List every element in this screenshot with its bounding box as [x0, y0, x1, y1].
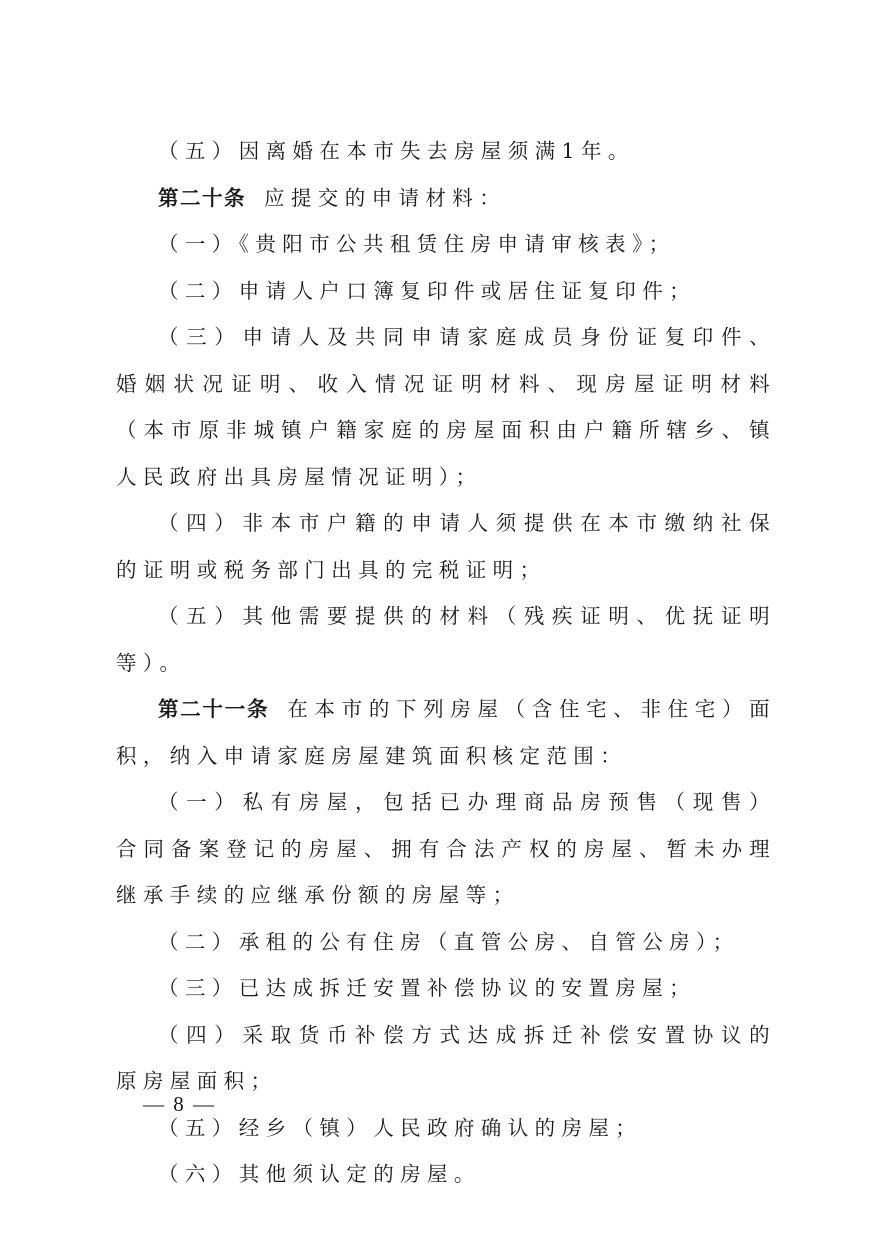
paragraph-text: （一）《贵阳市公共租赁住房申请审核表》；	[158, 232, 676, 256]
paragraph	[116, 500, 776, 593]
paragraph	[116, 268, 776, 315]
paragraph-text: （五）其他需要提供的材料（残疾证明、优抚证明等）。	[116, 604, 776, 675]
paragraph	[116, 919, 776, 966]
paragraph	[116, 779, 776, 919]
paragraph-text: （四）采取货币补偿方式达成拆迁补偿安置协议的原房屋面积；	[116, 1022, 776, 1093]
paragraph-text: （五）经乡（镇）人民政府确认的房屋；	[158, 1115, 643, 1140]
article-title: 第二十条	[158, 185, 246, 210]
paragraph	[116, 221, 776, 268]
paragraph-text: 应提交的申请材料：	[264, 185, 507, 210]
paragraph-text: （一）私有房屋，包括已办理商品房预售（现售）合同备案登记的房屋、拥有合法产权的房屋、暂未办理继承手续的应继承份额的房屋等；	[116, 790, 776, 907]
paragraph-text: （三）申请人及共同申请家庭成员身份证复印件、婚姻状况证明、收入情况证明材料、现房屋证明材料（本市原非城镇户籍家庭的房屋面积由户籍所辖乡、镇人民政府出具房屋情况证明）；	[116, 325, 776, 489]
article-title: 第二十一条	[158, 697, 270, 721]
document-body	[116, 128, 776, 1198]
paragraph	[116, 1012, 776, 1105]
article-20-heading	[116, 175, 776, 222]
paragraph-text: 在本市的下列房屋（含住宅、非住宅）面积，纳入申请家庭房屋建筑面积核定范围：	[116, 697, 777, 768]
paragraph-text: （四）非本市户籍的申请人须提供在本市缴纳社保的证明或税务部门出具的完税证明；	[116, 511, 776, 582]
paragraph-text: （二）承租的公有住房（直管公房、自管公房）；	[158, 929, 740, 954]
article-21-heading	[116, 686, 776, 779]
paragraph-text: （二）申请人户口簿复印件或居住证复印件；	[158, 278, 696, 303]
paragraph-text: （五）因离婚在本市失去房屋须满1年。	[158, 139, 635, 163]
paragraph-text: （三）已达成拆迁安置补偿协议的安置房屋；	[158, 976, 696, 1000]
paragraph	[116, 1151, 776, 1198]
paragraph	[116, 314, 776, 500]
page-number: — 8 —	[143, 1092, 216, 1116]
paragraph	[116, 593, 776, 686]
paragraph-text: （六）其他须认定的房屋。	[158, 1162, 481, 1186]
paragraph	[116, 128, 776, 175]
paragraph	[116, 965, 776, 1012]
